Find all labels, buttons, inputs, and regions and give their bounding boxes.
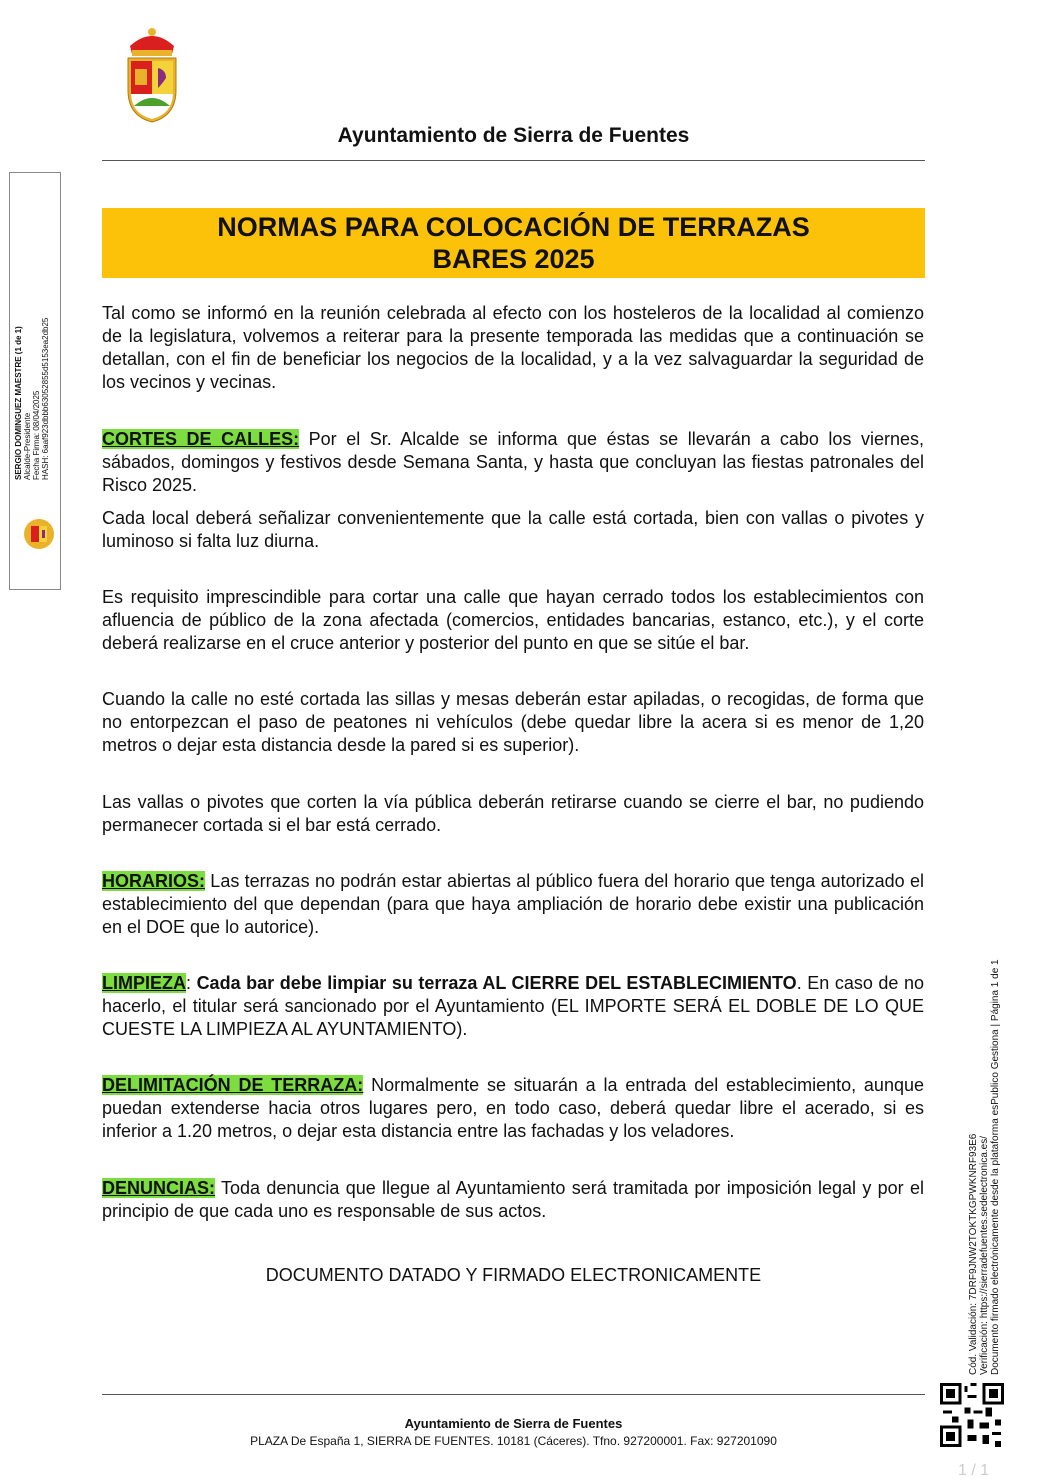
signature-stamp-text [14,318,50,480]
signature-signer: SERGIO DOMINGUEZ MAESTRE (1 de 1) [14,326,23,480]
paragraph-vallas-text: Las vallas o pivotes que corten la vía pública deberán retirarse cuando se cierre el bar, no pudiendo permanecer cortada si el bar está cerrado. [102,792,924,835]
paragraph-cortes [102,428,924,497]
paragraph-delimitacion [102,1074,924,1143]
verification-note: Documento firmado electrónicamente desde la plataforma esPublico Gestiona | Página 1 de 1 [990,959,1001,1375]
limpieza-bold: Cada bar debe limpiar su terraza AL CIERRE DEL ESTABLECIMIENTO [196,973,797,993]
denuncias-text: Toda denuncia que llegue al Ayuntamiento será tramitada por imposición legal y por el principio de que cada uno es responsable de sus actos. [102,1178,924,1221]
limpieza-label: LIMPIEZA [102,973,186,993]
title-banner [102,208,925,278]
delimitacion-text: Normalmente se situarán a la entrada del establecimiento, aunque puedan extenderse hacia otros lugares pero, en todo caso, deberá quedar libre el acerado, si es inferior a 1.20 metros, o dejar esta distancia entre las fachadas y los veladores. [102,1075,924,1141]
paragraph-sillas [102,688,924,757]
limpieza-colon: : [186,973,197,993]
paragraph-senalizar-text: Cada local deberá señalizar convenientemente que la calle está cortada, bien con vallas o pivotes y luminoso si falta luz diurna. [102,508,924,551]
paragraph-denuncias [102,1177,924,1223]
signature-hash: HASH: 6aaf923dbbb63052855d5153ea2db25 [41,317,50,480]
horarios-text: Las terrazas no podrán estar abiertas al público fuera del horario que tenga autorizado el establecimiento del que dependan (para que haya ampliación de horario debe existir una publicación en el DOE que lo autorice). [102,871,924,937]
paragraph-sillas-text: Cuando la calle no esté cortada las sillas y mesas deberán estar apiladas, o recogidas, de forma que no entorpezcan el paso de peatones ni vehículos (debe quedar libre la acera si es menor de 1,20 metros o dejar esta distancia desde la pared si es superior). [102,689,924,755]
paragraph-horarios [102,870,924,939]
org-title: Ayuntamiento de Sierra de Fuentes [337,124,690,147]
paragraph-senalizar [102,507,924,553]
closing-statement: DOCUMENTO DATADO Y FIRMADO ELECTRONICAMENTE [265,1265,762,1285]
denuncias-label: DENUNCIAS: [102,1178,216,1198]
horarios-label: HORARIOS: [102,871,205,891]
paragraph-requisito-text: Es requisito imprescindible para cortar una calle que hayan cerrado todos los establecimientos con afluencia de público de la zona afectada (comercios, entidades bancarias, estanco, etc.), y el corte deberá realizarse en el cruce anterior y posterior del punto en que se sitúe el bar. [102,587,924,653]
verification-text [968,959,1001,1375]
footer-address: PLAZA De España 1, SIERRA DE FUENTES. 10181 (Cáceres). Tfno. 927200001. Fax: 927201090 [250,1434,777,1448]
paragraph-requisito [102,586,924,655]
footer-divider [102,1394,925,1395]
signature-date: Fecha Firma: 08/04/2025 [32,390,41,480]
paragraph-intro-text: Tal como se informó en la reunión celebrada al efecto con los hosteleros de la localidad al comienzo de la legislatura, volvemos a reiterar para la presente temporada las medidas que a continuación se detallan, con el fin de beneficiar los negocios de la localidad, y a la vez salvaguardar la seguridad de los vecinos y vecinas. [102,303,924,392]
municipal-crest-logo [122,24,182,124]
page-indicator: 1 / 1 [958,1462,990,1479]
paragraph-intro [102,302,924,394]
paragraph-limpieza [102,972,924,1041]
signature-crest-icon [18,518,60,550]
banner-title-line1: NORMAS PARA COLOCACIÓN DE TERRAZAS [217,212,810,242]
delimitacion-label: DELIMITACIÓN DE TERRAZA: [102,1075,364,1095]
banner-title-line2: BARES 2025 [432,244,595,274]
footer-org-name: Ayuntamiento de Sierra de Fuentes [404,1416,623,1431]
verification-url[interactable]: Verificación: https://sierradefuentes.sedelectronica.es/ [979,1135,990,1375]
signature-role: Alcalde-Presidente [23,412,32,480]
verification-code: Cód. Validación: 7DRF9JNW2TOKTKGPWKNRF93E6 [968,1133,979,1375]
limpieza-text: . En caso de no hacerlo, el titular será sancionado por el Ayuntamiento (EL IMPORTE SERÁ EL DOBLE DE LO QUE CUESTE LA LIMPIEZA AL AYUNTAMIENTO). [102,973,924,1039]
paragraph-vallas [102,791,924,837]
cortes-label: CORTES DE CALLES: [102,429,300,449]
header-divider [102,160,925,161]
cortes-text: Por el Sr. Alcalde se informa que éstas se llevarán a cabo los viernes, sábados, domingos y festivos desde Semana Santa, y hasta que concluyan las fiestas patronales del Risco 2025. [102,429,924,495]
qr-code-icon[interactable] [940,1383,1004,1447]
